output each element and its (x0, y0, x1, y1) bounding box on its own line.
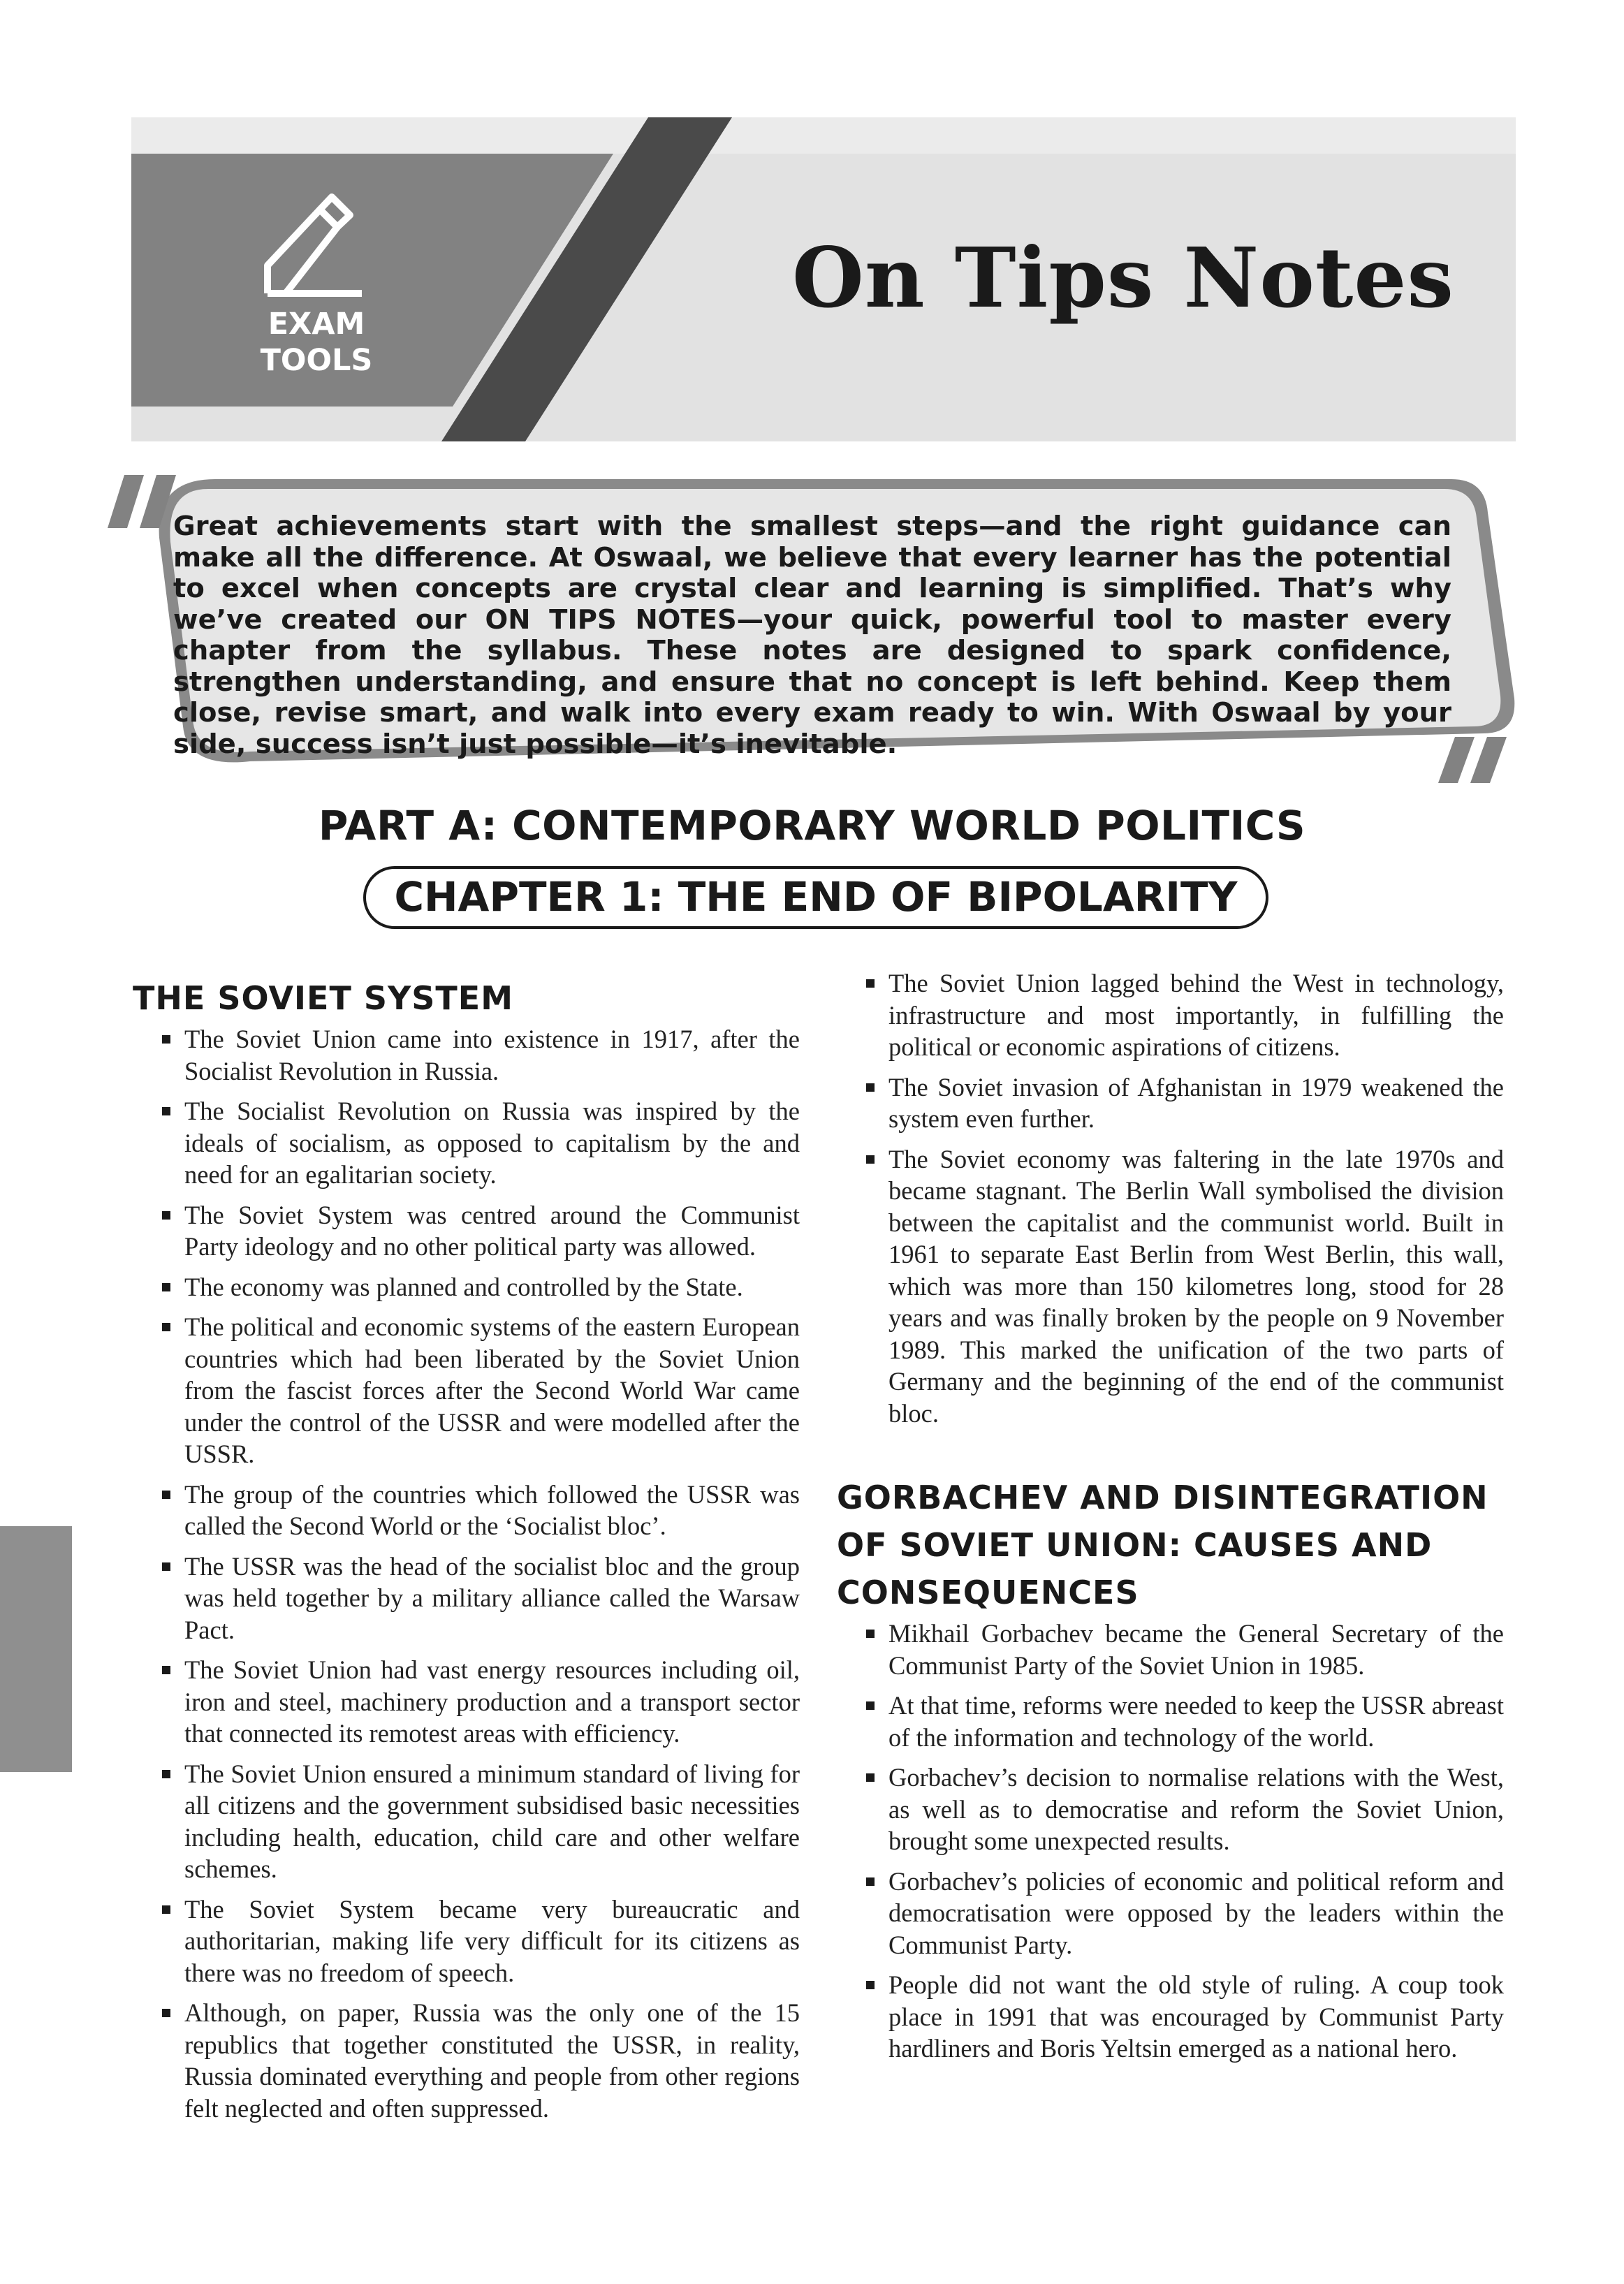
heading-line-2: OF SOVIET UNION: CAUSES AND (837, 1526, 1433, 1564)
intro-text: Great achievements start with the smallest steps—and the right guidance can make all the difference. At Oswaal, we believe that every learner has the potential to excel when concepts are crystal clear and learning is simplified. That’s why we’ve created our ON TIPS NOTES—your quick, powerful tool to master every chapter from the syllabus. These notes are designed to spark confidence, strengthen understanding, and ensure that no concept is left behind. Keep them close, revise smart, and walk into every exam ready to win. With Oswaal by your side, success isn’t just possible—it’s inevitable. (173, 511, 1451, 760)
list-item: The Soviet System became very bureaucratic and authoritarian, making life very difficult for its citizens as there was no freedom of speech. (133, 1894, 800, 1989)
pencil-icon (254, 189, 379, 314)
page-title: On Tips Notes (792, 229, 1454, 326)
list-item: Gorbachev’s decision to normalise relations with the West, as well as to democratise and reform the Soviet Union, brought some unexpected results. (837, 1762, 1504, 1857)
list-item: People did not want the old style of ruling. A coup took place in 1991 that was encouraged by Communist Party hardliners and Boris Yeltsin emerged as a national hero. (837, 1969, 1504, 2065)
section-heading-soviet-system: THE SOVIET SYSTEM (133, 979, 513, 1017)
list-item: The USSR was the head of the socialist bloc and the group was held together by a military alliance called the Warsaw Pact. (133, 1551, 800, 1646)
list-item: Gorbachev’s policies of economic and political reform and democratisation were opposed by the leaders within the Communist Party. (837, 1866, 1504, 1961)
list-item: The economy was planned and controlled by the State. (133, 1271, 800, 1303)
list-item: Mikhail Gorbachev became the General Secretary of the Communist Party of the Soviet Union in 1985. (837, 1618, 1504, 1681)
badge-line-2: TOOLS (260, 343, 373, 378)
soviet-system-list (133, 1023, 800, 2124)
list-item: The group of the countries which followed the USSR was called the Second World or the ‘Socialist bloc’. (133, 1479, 800, 1542)
heading-line-3: CONSEQUENCES (837, 1574, 1139, 1611)
soviet-system-list-continued (837, 967, 1504, 1429)
list-item: The Soviet Union lagged behind the West in technology, infrastructure and most importantly, in fulfilling the political or economic aspirations of citizens. (837, 967, 1504, 1063)
chapter-title: CHAPTER 1: THE END OF BIPOLARITY (363, 866, 1268, 929)
list-item: At that time, reforms were needed to keep the USSR abreast of the information and technology of the world. (837, 1690, 1504, 1753)
exam-tools-badge (243, 306, 390, 379)
right-column (837, 967, 1504, 2073)
list-item: The Socialist Revolution on Russia was inspired by the ideals of socialism, as opposed to capitalism by the and need for an egalitarian society. (133, 1095, 800, 1191)
list-item: The Soviet Union had vast energy resources including oil, iron and steel, machinery production and a transport sector that connected its remotest areas with efficiency. (133, 1654, 800, 1750)
list-item: The political and economic systems of the eastern European countries which had been liberated by the Soviet Union from the fascist forces after the Second World War came under the control of the USSR and were modelled after the USSR. (133, 1311, 800, 1470)
section-spacer (837, 1437, 1504, 1474)
section-heading-gorbachev (837, 1474, 1504, 1616)
side-tab (0, 1526, 72, 1772)
list-item: The Soviet economy was faltering in the late 1970s and became stagnant. The Berlin Wall symbolised the division between the capitalist and the communist world. Built in 1961 to separate East Berlin from West Berlin, this wall, which was more than 150 kilometres long, stood for 28 years and was finally broken by the people on 9 November 1989. This marked the unification of the two parts of Germany and the beginning of the end of the communist bloc. (837, 1143, 1504, 1430)
part-title: PART A: CONTEMPORARY WORLD POLITICS (318, 802, 1306, 849)
left-column (133, 974, 800, 2132)
list-item: The Soviet Union ensured a minimum standard of living for all citizens and the government subsidised basic necessities including health, education, child care and other welfare schemes. (133, 1758, 800, 1885)
list-item: Although, on paper, Russia was the only one of the 15 republics that together constituted the USSR, in reality, Russia dominated everything and people from other regions felt neglected and often suppressed. (133, 1997, 800, 2124)
list-item: The Soviet invasion of Afghanistan in 1979 weakened the system even further. (837, 1071, 1504, 1135)
heading-line-1: GORBACHEV AND DISINTEGRATION (837, 1479, 1488, 1516)
gorbachev-list (837, 1618, 1504, 2065)
list-item: The Soviet Union came into existence in 1917, after the Socialist Revolution in Russia. (133, 1023, 800, 1087)
intro-quote-box (103, 475, 1528, 782)
list-item: The Soviet System was centred around the Communist Party ideology and no other political party was allowed. (133, 1199, 800, 1263)
badge-line-1: EXAM (268, 307, 365, 342)
header-banner (131, 117, 1516, 441)
